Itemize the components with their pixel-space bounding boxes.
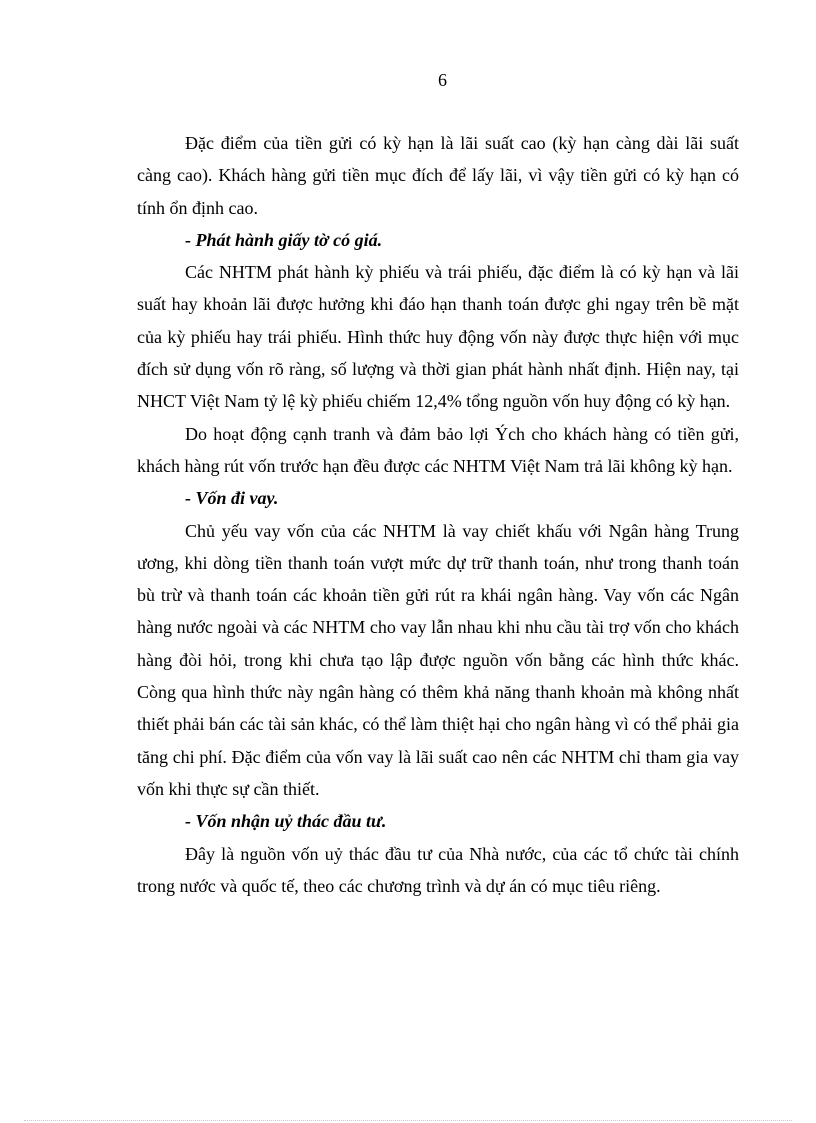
document-body [137,127,739,902]
heading-valuable-papers: - Phát hành giấy tờ có giá. [185,229,383,250]
paragraph-borrowed-capital: Chủ yếu vay vốn của các NHTM là vay chiết khấu với Ngân hàng Trung ương, khi dòng tiền thanh toán vượt mức dự trữ thanh toán, như trong thanh toán bù trừ và thanh toán các khoản tiền gửi rút ra khái ngân hàng. Vay vốn các Ngân hàng nước ngoài và các NHTM cho vay lẫn nhau khi nhu cầu tài trợ vốn cho khách hàng đòi hỏi, trong khi chưa tạo lập được nguồn vốn bằng các hình thức khác. Còng qua hình thức này ngân hàng có thêm khả năng thanh khoản mà không nhất thiết phải bán các tài sản khác, có thể làm thiệt hại cho ngân hàng vì có thể phải gia tăng chi phí. Đặc điểm của vốn vay là lãi suất cao nên các NHTM chỉ tham gia vay vốn khi thực sự cần thiết. [137,520,739,799]
heading-borrowed-capital: - Vốn đi vay. [185,488,279,509]
page-number: 6 [438,70,447,90]
paragraph-term-deposit: Đặc điểm của tiền gửi có kỳ hạn là lãi suất cao (kỳ hạn càng dài lãi suất càng cao). Khách hàng gửi tiền mục đích để lấy lãi, vì vậy tiền gửi có kỳ hạn có tính ổn định cao. [137,133,739,218]
heading-entrusted-capital: - Vốn nhận uỷ thác đầu tư. [185,811,387,832]
paragraph-early-withdrawal: Do hoạt động cạnh tranh và đảm bảo lợi Ých cho khách hàng có tiền gửi, khách hàng rút vốn trước hạn đều được các NHTM Việt Nam trả lãi không kỳ hạn. [137,423,739,476]
paragraph-valuable-papers: Các NHTM phát hành kỳ phiếu và trái phiếu, đặc điểm là có kỳ hạn và lãi suất hay khoản lãi được hưởng khi đáo hạn thanh toán được ghi ngay trên bề mặt của kỳ phiếu hay trái phiếu. Hình thức huy động vốn này được thực hiện với mục đích sử dụng vốn rõ ràng, số lượng và thời gian phát hành nhất định. Hiện nay, tại NHCT Việt Nam tỷ lệ kỳ phiếu chiếm 12,4% tổng nguồn vốn huy động có kỳ hạn. [137,262,739,412]
paragraph-entrusted-capital: Đây là nguồn vốn uỷ thác đầu tư của Nhà nước, của các tổ chức tài chính trong nước và quốc tế, theo các chương trình và dự án có mục tiêu riêng. [137,843,739,896]
page-bottom-divider [24,1120,792,1121]
